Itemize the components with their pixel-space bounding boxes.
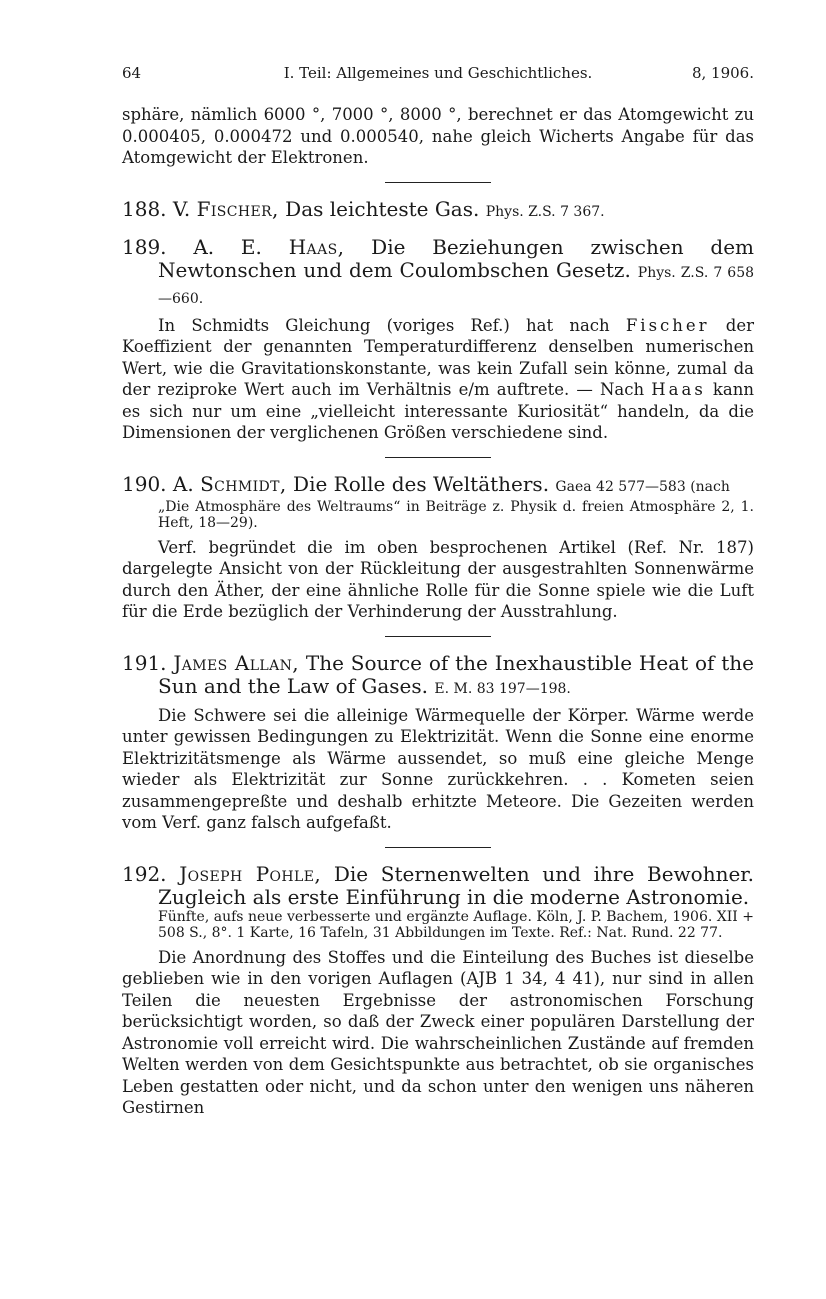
entry-188 xyxy=(122,198,754,224)
entry-189-abstract xyxy=(122,315,754,444)
entry-source: Gaea 42 577—583 (nach xyxy=(555,478,730,495)
running-volume: 8, 1906. xyxy=(691,64,754,82)
separator-rule xyxy=(385,457,491,458)
entry-source: E. M. 83 197—198. xyxy=(434,680,571,697)
entry-190-source-detail: „Die Atmosphäre des Weltraums“ in Beiträge z. Physik d. freien Atmosphäre 2, 1. Heft, 18—29). xyxy=(158,498,754,531)
entry-source: Phys. Z.S. 7 658—660. xyxy=(158,264,755,307)
entry-author: James Allan, xyxy=(173,650,300,675)
running-title: I. Teil: Allgemeines und Geschichtliches. xyxy=(283,64,593,82)
entry-title: Die Sternenwelten und ihre Bewohner. Zugleich als erste Einführung in die moderne Astronomie. xyxy=(158,861,755,909)
spaced-name: Fischer xyxy=(625,315,710,335)
spaced-name: Haas xyxy=(651,380,706,399)
entry-190-abstract: Verf. begründet die im oben besprochenen Artikel (Ref. Nr. 187) dargelegte Ansicht von der Rückleitung der ausgestrahlten Sonnenwärme durch den Äther, der eine ähnliche Rolle für die Sonne spiele wie die Luft für die Erde bezüglich der Verhinderung der Ausstrahlung. xyxy=(122,537,754,621)
abstract-text: In Schmidts Gleichung (voriges Ref.) hat nach xyxy=(158,315,610,335)
page-number: 64 xyxy=(122,64,142,82)
separator-rule xyxy=(385,182,491,183)
entry-number: 192. xyxy=(122,861,167,886)
entry-192-source-detail: Fünfte, aufs neue verbesserte und ergänzte Auflage. Köln, J. P. Bachem, 1906. XII + 508 S., 8°. 1 Karte, 16 Tafeln, 31 Abbildungen im Texte. Ref.: Nat. Rund. 22 77. xyxy=(158,908,754,941)
entry-title: Das leichteste Gas. xyxy=(285,196,480,221)
page-body xyxy=(122,104,754,1119)
intro-paragraph: sphäre, nämlich 6000 °, 7000 °, 8000 °, berechnet er das Atomgewicht zu 0.000405, 0.000472 und 0.000540, nahe gleich Wicherts Angabe für das Atomgewicht der Elektronen. xyxy=(122,105,754,167)
separator-rule xyxy=(385,847,491,848)
entry-source: Phys. Z.S. 7 367. xyxy=(485,203,605,220)
entry-192-abstract: Die Anordnung des Stoffes und die Einteilung des Buches ist dieselbe geblieben wie in den vorigen Auflagen (AJB 1 34, 4 41), nur sind in allen Teilen die neuesten Ergebnisse der astronomischen Forschung berücksichtigt worden, so daß der Zweck einer populären Darstellung der Astronomie voll erreicht wird. Die wahrscheinlichen Zustände auf fremden Welten werden von dem Gesichtspunkte aus betrachtet, ob sie organisches Leben gestatten oder nicht, und da schon unter den wenigen uns näheren Gestirnen xyxy=(122,947,754,1117)
entry-190 xyxy=(122,473,754,499)
entry-191 xyxy=(122,652,754,701)
entry-number: 191. xyxy=(122,650,167,675)
entry-number: 188. V. xyxy=(122,196,191,221)
entry-title: Die Rolle des Weltäthers. xyxy=(293,471,550,496)
entry-189 xyxy=(122,236,754,311)
separator-rule xyxy=(385,636,491,637)
entry-author: Fischer, xyxy=(196,196,279,221)
abstract-text: der Koeffizient der genannten Temperaturdifferenz denselben numerischen Wert, wie die Gravitationskonstante, was kein Zufall sein könne, zumal da der reziproke Wert auch im Verhältnis e/m auftrete. — Nach xyxy=(122,315,754,399)
abstract-text: kann es sich nur um eine „vielleicht interessante Kuriosität“ handeln, da die Dimensionen der verglichenen Größen verschiedene sind. xyxy=(122,380,754,442)
entry-title: Die Beziehungen zwischen dem Newtonschen und dem Coulombschen Gesetz. xyxy=(158,234,755,282)
entry-title: The Source of the Inexhaustible Heat of the Sun and the Law of Gases. xyxy=(158,650,754,698)
entry-number: 190. A. xyxy=(122,471,194,496)
running-header xyxy=(122,64,754,86)
entry-author: Schmidt, xyxy=(200,471,287,496)
entry-191-abstract: Die Schwere sei die alleinige Wärmequelle der Körper. Wärme werde unter gewissen Bedingungen zu Elektrizität. Wenn die Sonne eine enorme Elektrizitätsmenge als Wärme aussendet, so muß eine gleiche Menge wieder als Elektrizität zur Sonne zurückkehren. . . Kometen seien zusammengepreßte und deshalb erhitzte Meteore. Die Gezeiten werden vom Verf. ganz falsch aufgefaßt. xyxy=(122,705,754,832)
entry-author: Joseph Pohle, xyxy=(179,861,322,886)
entry-author: Haas, xyxy=(288,234,345,259)
entry-192 xyxy=(122,863,754,909)
entry-number: 189. A. E. xyxy=(122,234,262,259)
